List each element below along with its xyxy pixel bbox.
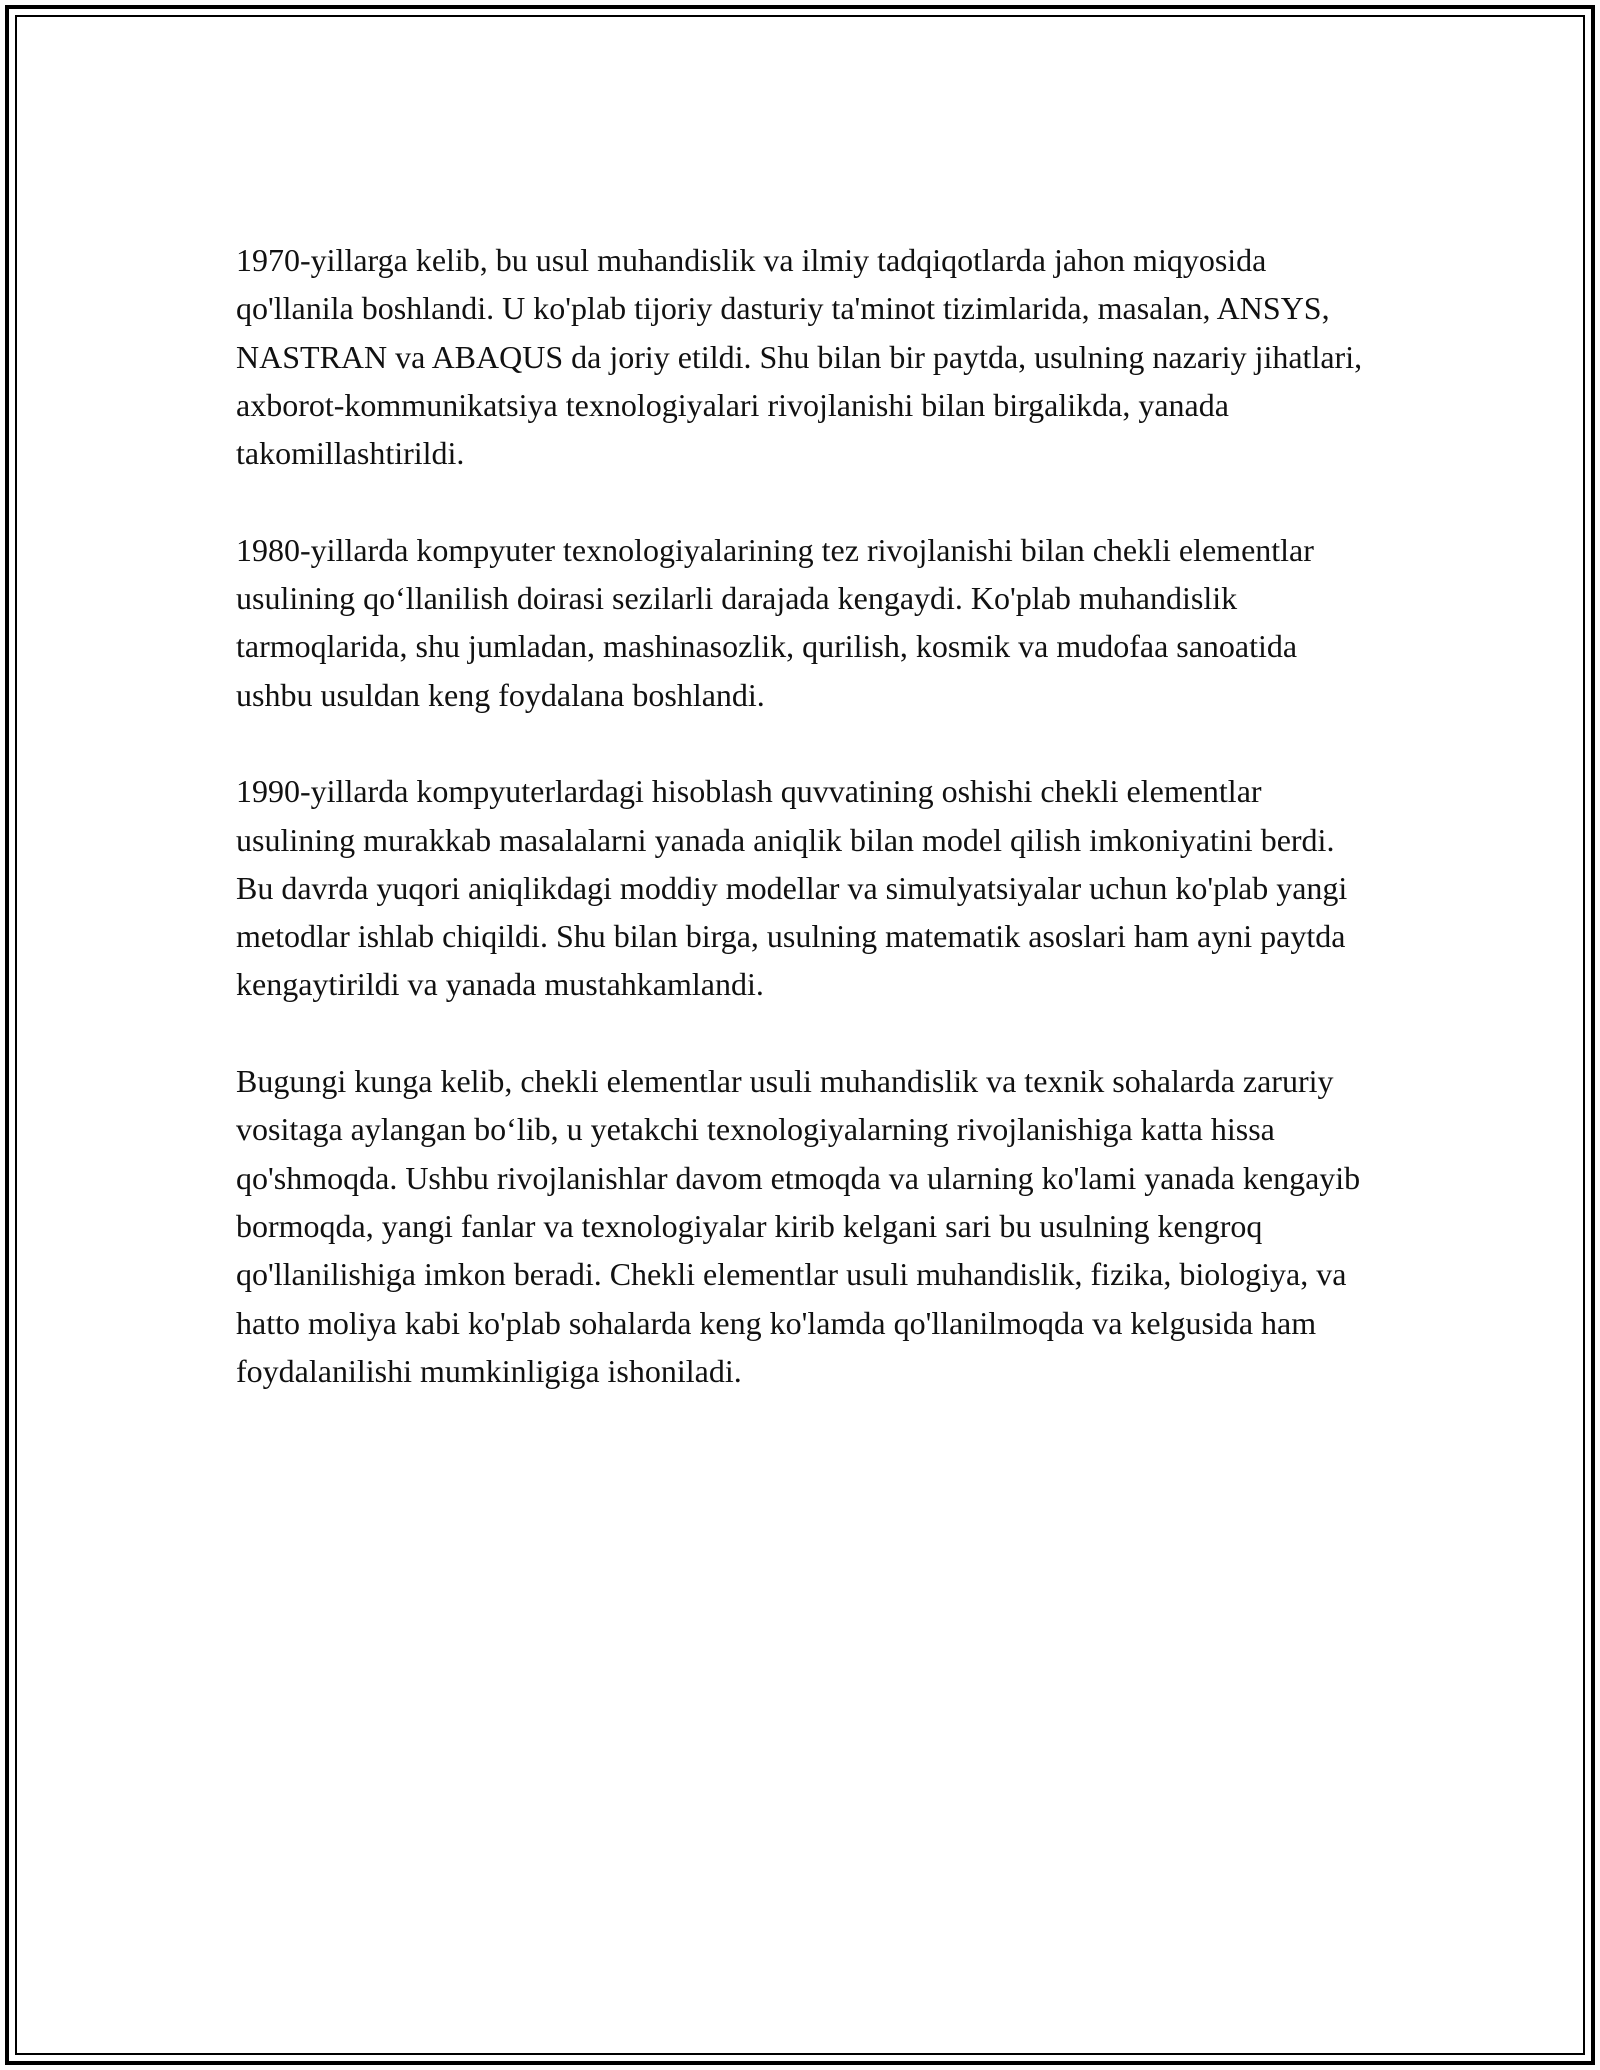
document-body [236,236,1366,1395]
paragraph-1980s: 1980-yillarda kompyuter texnologiyalarining tez rivojlanishi bilan chekli elementlar usulining qo‘llanilish doirasi sezilarli darajada kengaydi. Ko'plab muhandislik tarmoqlarida, shu jumladan, mashinasozlik, qurilish, kosmik va mudofaa sanoatida ushbu usuldan keng foydalana boshlandi. [236,531,1314,713]
paragraph-1990s: 1990-yillarda kompyuterlardagi hisoblash quvvatining oshishi chekli elementlar usulining murakkab masalalarni yanada aniqlik bilan model qilish imkoniyatini berdi. Bu davrda yuqori aniqlikdagi moddiy modellar va simulyatsiyalar uchun ko'plab yangi metodlar ishlab chiqildi. Shu bilan birga, usulning matematik asoslari ham ayni paytda kengaytirildi va yanada mustahkamlandi. [236,773,1348,1003]
paragraph-1970s: 1970-yillarga kelib, bu usul muhandislik va ilmiy tadqiqotlarda jahon miqyosida qo'llanila boshlandi. U ko'plab tijoriy dasturiy ta'minot tizimlarida, masalan, ANSYS, NASTRAN va ABAQUS da joriy etildi. Shu bilan bir paytda, usulning nazariy jihatlari, axborot-kommunikatsiya texnologiyalari rivojlanishi bilan birgalikda, yanada takomillashtirildi. [236,242,1363,472]
paragraph-today: Bugungi kunga kelib, chekli elementlar usuli muhandislik va texnik sohalarda zaruriy vositaga aylangan bo‘lib, u yetakchi texnologiyalarning rivojlanishiga katta hissa qo'shmoqda. Ushbu rivojlanishlar davom etmoqda va ularning ko'lami yanada kengayib bormoqda, yangi fanlar va texnologiyalar kirib kelgani sari bu usulning kengroq qo'llanilishiga imkon beradi. Chekli elementlar usuli muhandislik, fizika, biologiya, va hatto moliya kabi ko'plab sohalarda keng ko'lamda qo'llanilmoqda va kelgusida ham foydalanilishi mumkinligiga ishoniladi. [236,1063,1361,1389]
